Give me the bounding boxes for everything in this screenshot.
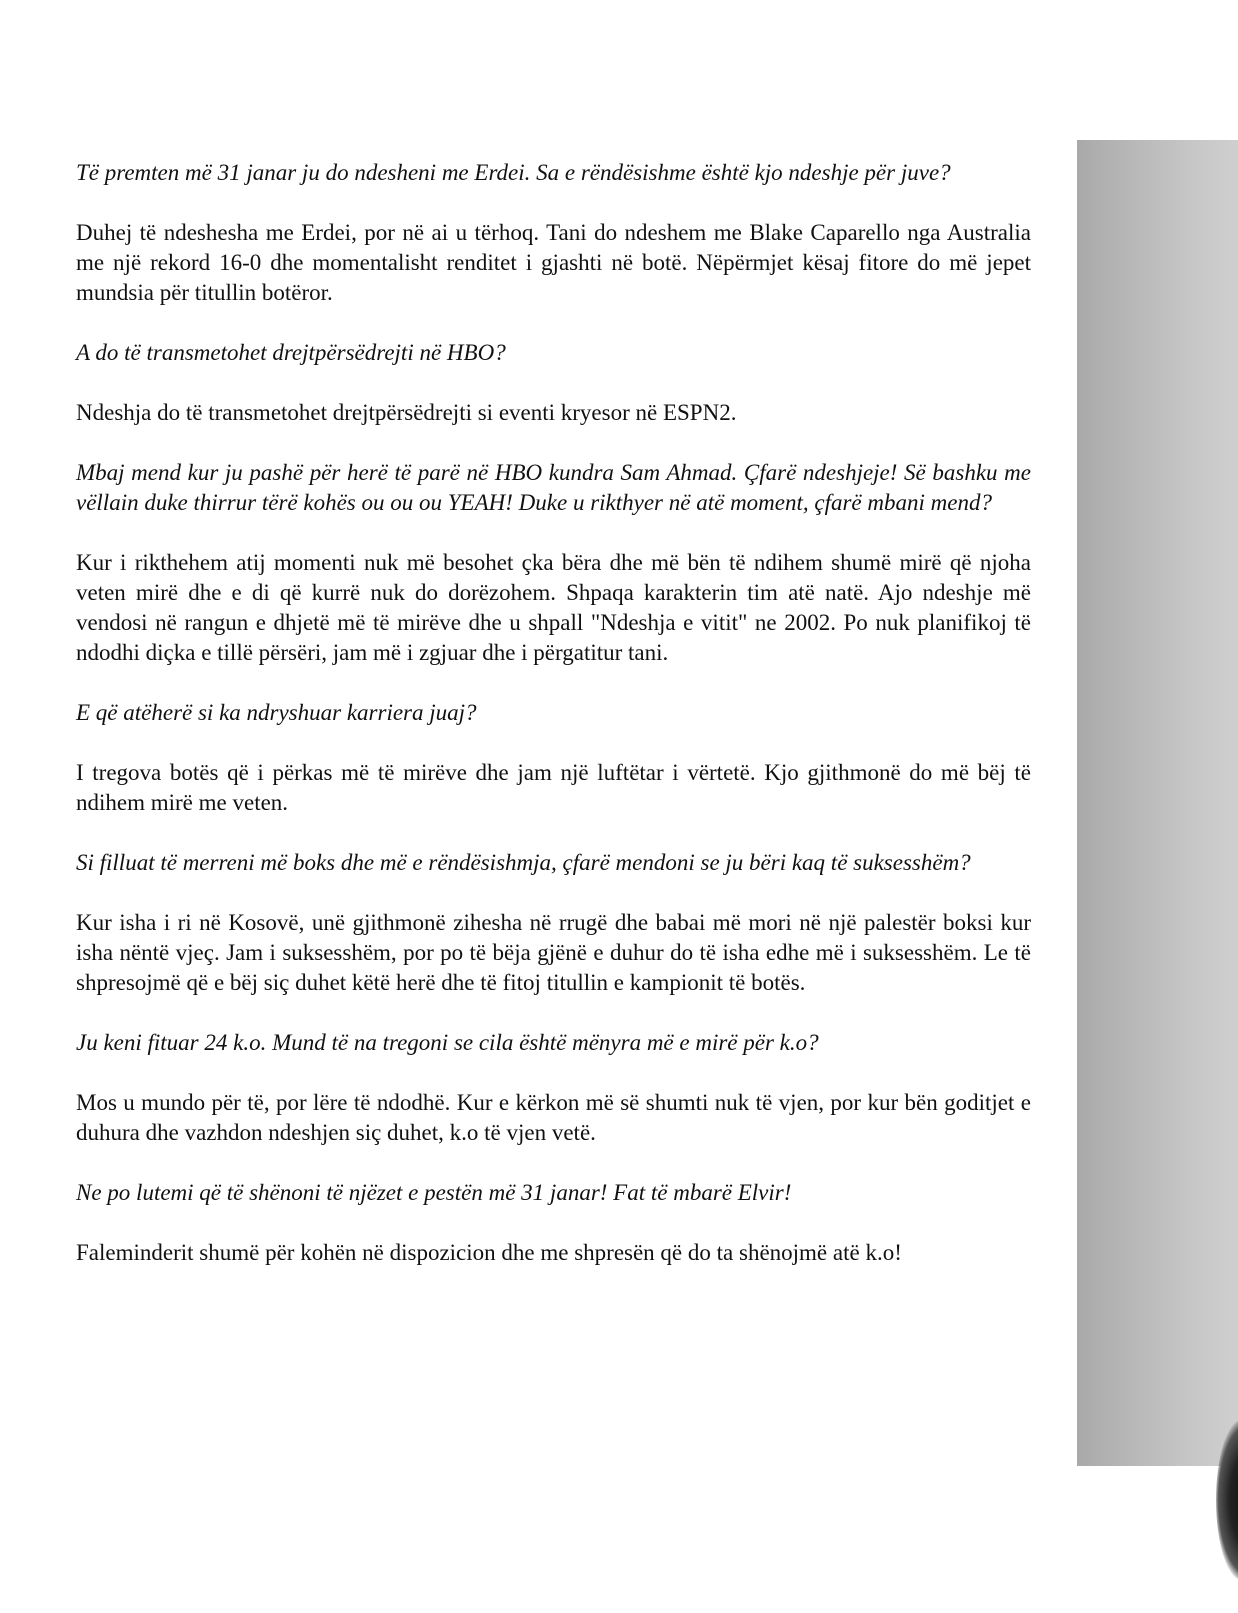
answer-paragraph: Faleminderit shumë për kohën në dispozicion dhe me shpresën që do ta shënojmë atë k.o!: [76, 1240, 902, 1265]
question-paragraph: Të premten më 31 janar ju do ndesheni me Erdei. Sa e rëndësishme është kjo ndeshje për juve?: [76, 160, 951, 185]
answer-paragraph: I tregova botës që i përkas më të mirëve dhe jam një luftëtar i vërtetë. Kjo gjithmonë do më bëj të ndihem mirë me veten.: [76, 760, 1031, 815]
photo-shadow: [1216, 1420, 1238, 1580]
interview-text: [76, 158, 1031, 1298]
question-paragraph: Ju keni fituar 24 k.o. Mund të na tregoni se cila është mënyra më e mirë për k.o?: [76, 1030, 819, 1055]
answer-paragraph: Kur i rikthehem atij momenti nuk më besohet çka bëra dhe më bën të ndihem shumë mirë që njoha veten mirë dhe e di që kurrë nuk do dorëzohem. Shpaqa karakterin tim atë natë. Ajo ndeshje më vendosi në rangun e dhjetë më të mirëve dhe u shpall "Ndeshja e vitit" ne 2002. Po nuk planifikoj të ndodhi diçka e tillë përsëri, jam më i zgjuar dhe i përgatitur tani.: [76, 550, 1031, 665]
answer-paragraph: Duhej të ndeshesha me Erdei, por në ai u tërhoq. Tani do ndeshem me Blake Caparello nga Australia me një rekord 16-0 dhe momentalisht renditet i gjashti në botë. Nëpërmjet kësaj fitore do më jepet mundsia për titullin botëror.: [76, 220, 1031, 305]
answer-paragraph: Ndeshja do të transmetohet drejtpërsëdrejti si eventi kryesor në ESPN2.: [76, 400, 737, 425]
question-paragraph: A do të transmetohet drejtpërsëdrejti në HBO?: [76, 340, 506, 365]
answer-paragraph: Mos u mundo për të, por lëre të ndodhë. Kur e kërkon më së shumti nuk të vjen, por kur bën goditjet e duhura dhe vazhdon ndeshjen siç duhet, k.o të vjen vetë.: [76, 1090, 1031, 1145]
question-paragraph: Mbaj mend kur ju pashë për herë të parë në HBO kundra Sam Ahmad. Çfarë ndeshjeje! Së bashku me vëllain duke thirrur tërë kohës ou ou ou YEAH! Duke u rikthyer në atë moment, çfarë mbani mend?: [76, 460, 1031, 515]
question-paragraph: Ne po lutemi që të shënoni të njëzet e pestën më 31 janar! Fat të mbarë Elvir!: [76, 1180, 792, 1205]
side-photo: [1077, 140, 1238, 1466]
question-paragraph: E që atëherë si ka ndryshuar karriera juaj?: [76, 700, 477, 725]
answer-paragraph: Kur isha i ri në Kosovë, unë gjithmonë zihesha në rrugë dhe babai më mori në një palestër boksi kur isha nëntë vjeç. Jam i suksesshëm, por po të bëja gjënë e duhur do të isha edhe më i suksesshëm. Le të shpresojmë që e bëj siç duhet këtë herë dhe të fitoj titullin e kampionit të botës.: [76, 910, 1031, 995]
question-paragraph: Si filluat të merreni më boks dhe më e rëndësishmja, çfarë mendoni se ju bëri kaq të suksesshëm?: [76, 850, 971, 875]
